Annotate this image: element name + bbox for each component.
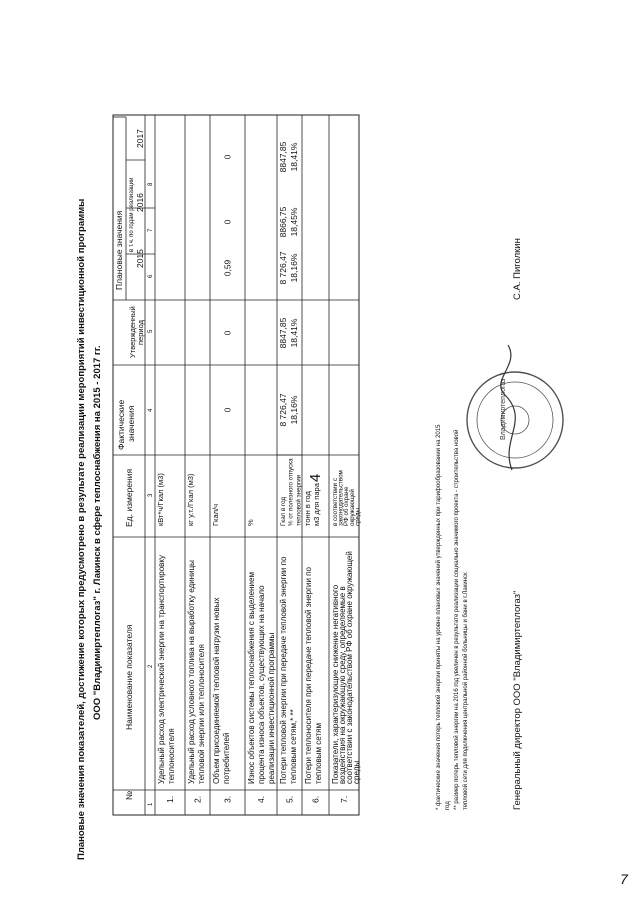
row-1-number: 1. [165, 795, 175, 803]
header-fact-line2: значения [126, 405, 136, 442]
row-3-number: 3. [222, 795, 233, 803]
signature-title: Генеральный директор ООО "Владимиртеплогаз" [512, 590, 523, 810]
row-3-name-line: потребителей [222, 732, 231, 784]
header-plan: Плановые значения [114, 210, 124, 290]
col-num: 5 [148, 329, 154, 333]
header-year-2015: 2015 [135, 249, 145, 268]
row-7-unit-line: среды [354, 508, 362, 526]
footnote-2-cont: тепловой сети для подключения центральной районной больницы и бани в г.Лакинск [463, 572, 469, 810]
row-7-unit-line: в соответствии с [332, 478, 339, 526]
row-2-unit-line: кг у.т./Гкал (м3) [186, 473, 195, 526]
row-4-unit-line: % [246, 519, 255, 526]
col-num: 4 [148, 408, 154, 412]
row-3-name-line: Объем присоединяемой тепловой нагрузки новых [212, 597, 221, 784]
col-num: 8 [148, 182, 154, 186]
header-num: № [124, 790, 134, 800]
row-1-unit-line: кВт*ч/Гкал (м3) [156, 473, 165, 526]
title-line-1: Плановые значения показателей, достижение которых предусмотрено в результате реализации мероприятий инвестиционной программы [76, 198, 87, 860]
col-num: 6 [148, 274, 154, 278]
row-7-unit-line: законодательством [337, 470, 345, 526]
row-2-name-line: тепловой энергии или теплоносителя [197, 644, 206, 784]
stamp-text: Владимиртеплогаз [500, 378, 507, 440]
corner-page-number: 7 [620, 871, 628, 887]
row-5-unit-line: Гкал в год [280, 496, 287, 526]
row-5-unit-line: тепловой энергии [295, 474, 303, 526]
row-4-name-line: Износ объектов системы теплоснабжения с выделением [247, 572, 256, 784]
row-7-name-line: соответствии с законодательством РФ об охране окружающей [345, 551, 354, 784]
row-4-name-line: процента износа объектов, существующих на начало [257, 585, 266, 784]
row-4-number: 4. [256, 795, 266, 803]
row-5-y2017-percent: 18,41% [289, 142, 299, 172]
signer-name: С.А. Пиголкин [512, 238, 523, 300]
row-6-unit-line: м3 для пара [312, 483, 321, 526]
row-5-y2015-value: 8 726,47 [278, 251, 288, 285]
row-5-appr-percent: 18,41% [289, 318, 299, 348]
col-num: 7 [148, 228, 154, 232]
row-5-appr-value: 8847,85 [278, 317, 288, 349]
row-6-number: 6. [310, 795, 321, 803]
header-approved-line1: Утвержденный [128, 306, 137, 358]
row-2-number: 2. [192, 795, 203, 803]
row-7-unit-line: окружающей [348, 489, 356, 526]
row-6-name-line: тепловым сетям [314, 723, 323, 784]
row-5-name-line: Потери тепловой энергии при передаче тепловой энергии по [279, 556, 288, 784]
row-5-y2015-percent: 18,16% [289, 253, 299, 283]
footnote-1: * фактические значения потерь тепловой энергии приняты на уровне плановых значений утвержденных при тарифообразовании на 2015 [436, 424, 442, 810]
row-1-name-line: теплоносителя [167, 728, 176, 784]
header-approved-line2: период [136, 320, 145, 345]
row-3-y2015-value: 0,59 [222, 259, 233, 277]
row-4-name-line: реализации инвестиционной программы [267, 632, 276, 784]
row-7-name-line: Показатели, характеризующие снижение негативного [331, 584, 340, 784]
row-5-unit-line: % от полезного отпуска [287, 458, 295, 526]
row-3-y2016-value: 0 [222, 219, 233, 225]
row-5-name-line: тепловым сетям,* ** [289, 709, 298, 784]
header-year-2016: 2016 [135, 193, 145, 212]
row-7-name-line: среды [352, 760, 361, 784]
col-num: 1 [148, 802, 154, 806]
row-5-number: 5. [284, 795, 295, 803]
header-unit: Ед. измерения [124, 468, 134, 527]
header-fact-line1: Фактические [116, 399, 126, 450]
row-5-fact-percent: 18,16% [289, 395, 299, 425]
row-7-number: 7. [339, 795, 349, 803]
header-name: Наименование показателя [124, 624, 134, 730]
row-3-fact-value: 0 [222, 407, 233, 413]
footnote-1-cont: год [445, 801, 451, 810]
col-num: 3 [148, 493, 154, 497]
page-number: 4 [307, 473, 324, 483]
title-line-2: ООО "Владимиртеплогаз" г. Лакинск в сфере теплоснабжения на 2015 - 2017 гг. [92, 345, 103, 720]
row-6-unit-line: тонн в год [303, 491, 312, 526]
row-7-name-line: воздействия на окружающую среду, определяемые в [338, 586, 347, 784]
row-1-name-line: Удельный расход электрической энергии на транспортировку [157, 555, 166, 784]
row-7-unit-line: РФ об охране [343, 486, 351, 526]
row-5-y2016-percent: 18,45% [289, 207, 299, 237]
row-5-y2016-value: 8866,75 [278, 206, 288, 238]
row-6-name-line: Потери теплоносителя при передаче тепловой энергии по [304, 567, 313, 784]
col-num: 2 [148, 664, 154, 668]
header-year-2017: 2017 [135, 129, 145, 148]
row-5-y2017-value: 8847,85 [278, 141, 288, 173]
header-by-years: в т.ч. по годам реализации [129, 177, 135, 252]
row-5-fact-value: 8 726,47 [278, 393, 288, 427]
row-3-y2017-value: 0 [222, 154, 233, 160]
footnote-2: ** размер потерь тепловой энергии на 2016 год увеличен в результате реализации социально значимого проекта - строительства новой [454, 429, 460, 810]
row-3-unit-line: Гкал/ч [211, 503, 220, 526]
row-2-name-line: Удельный расход условного топлива на выработку единицы [187, 560, 196, 784]
row-3-appr-value: 0 [222, 330, 233, 336]
